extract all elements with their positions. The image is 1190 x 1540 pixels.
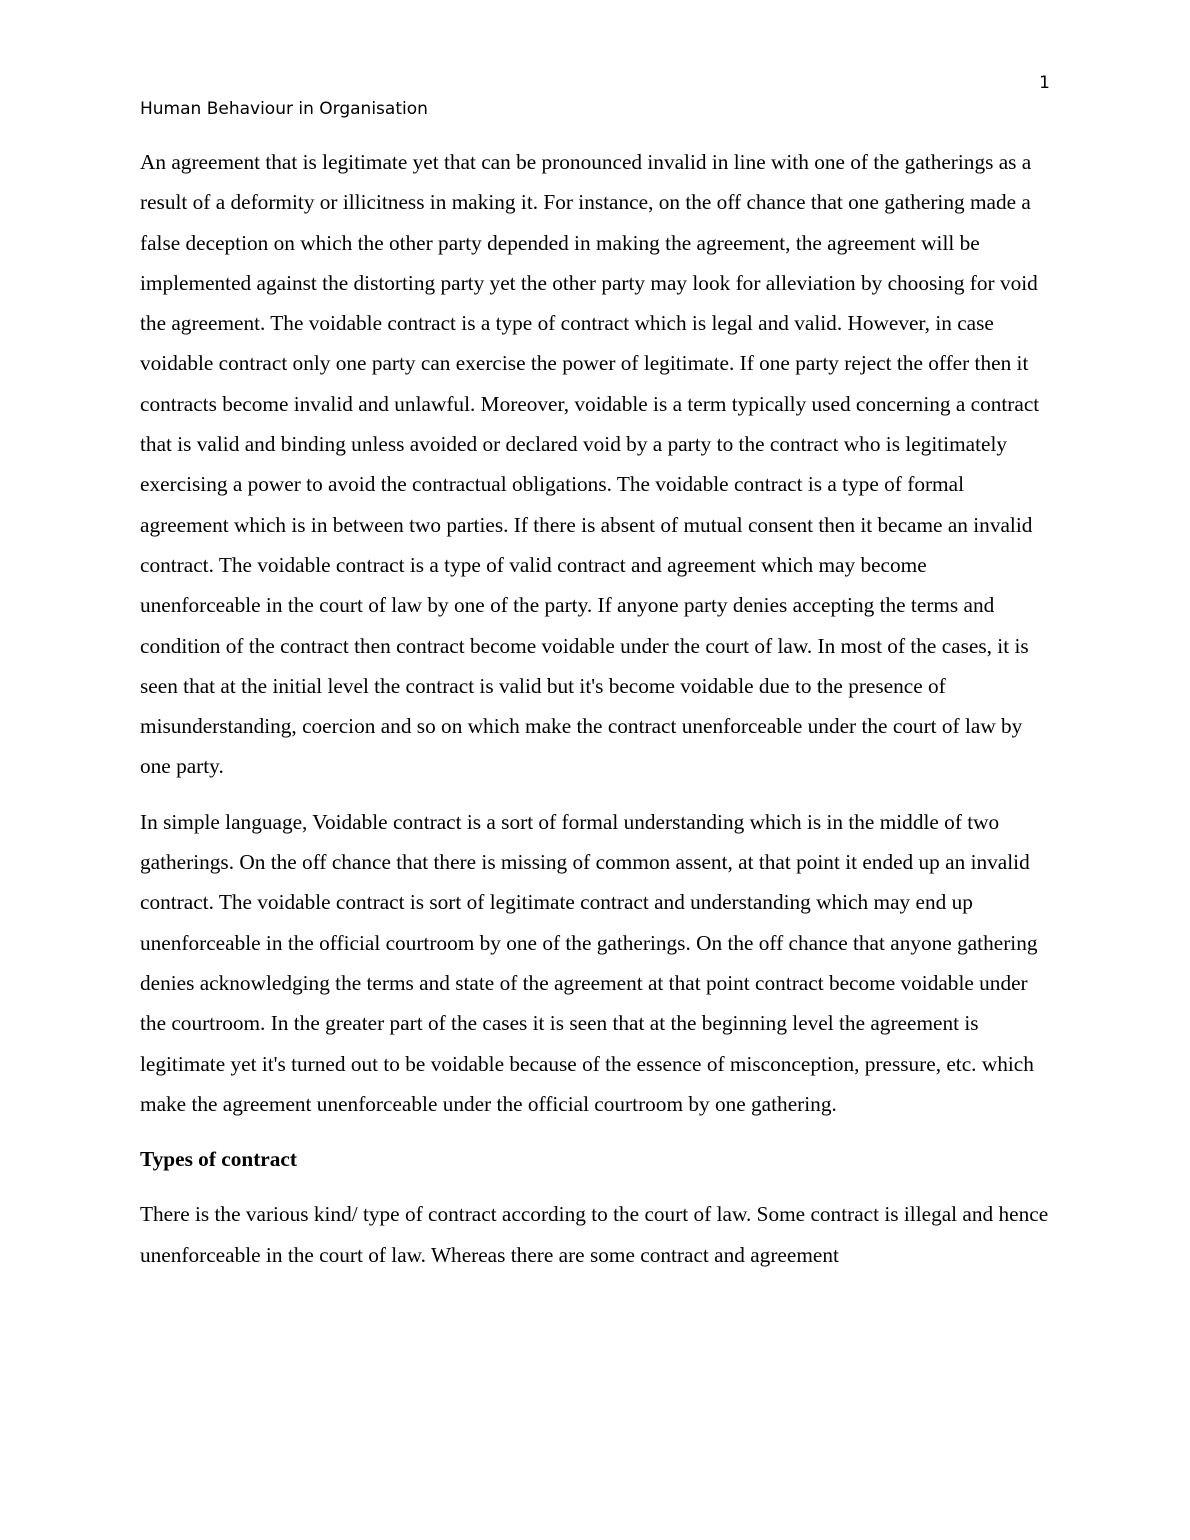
document-body <box>140 142 1050 1290</box>
page-number: 1 <box>1039 73 1050 93</box>
section-heading-types-of-contract: Types of contract <box>140 1147 297 1172</box>
running-header: Human Behaviour in Organisation <box>140 99 428 119</box>
paragraph-types-intro: There is the various kind/ type of contract according to the court of law. Some contract is illegal and hence unenforceable in the court of law. Whereas there are some contract and agreement <box>140 1202 1049 1267</box>
paragraph-simple-language: In simple language, Voidable contract is a sort of formal understanding which is in the middle of two gatherings. On the off chance that there is missing of common assent, at that point it ended up an invalid contract. The voidable contract is sort of legitimate contract and understanding which may end up unenforceable in the official courtroom by one of the gatherings. On the off chance that anyone gathering denies acknowledging the terms and state of the agreement at that point contract become voidable under the courtroom. In the greater part of the cases it is seen that at the beginning level the agreement is legitimate yet it's turned out to be voidable because of the essence of misconception, pressure, etc. which make the agreement unenforceable under the official courtroom by one gathering. <box>140 809 1038 1116</box>
paragraph-voidable-definition: An agreement that is legitimate yet that can be pronounced invalid in line with one of the gatherings as a result of a deformity or illicitness in making it. For instance, on the off chance that one gathering made a false deception on which the other party depended in making the agreement, the agreement will be implemented against the distorting party yet the other party may look for alleviation by choosing for void the agreement. The voidable contract is a type of contract which is legal and valid. However, in case voidable contract only one party can exercise the power of legitimate. If one party reject the offer then it contracts become invalid and unlawful. Moreover, voidable is a term typically used concerning a contract that is valid and binding unless avoided or declared void by a party to the contract who is legitimately exercising a power to avoid the contractual obligations. The voidable contract is a type of formal agreement which is in between two parties. If there is absent of mutual consent then it became an invalid contract. The voidable contract is a type of valid contract and agreement which may become unenforceable in the court of law by one of the party. If anyone party denies accepting the terms and condition of the contract then contract become voidable under the court of law. In most of the cases, it is seen that at the initial level the contract is valid but it's become voidable due to the presence of misunderstanding, coercion and so on which make the contract unenforceable under the court of law by one party. <box>140 150 1040 779</box>
